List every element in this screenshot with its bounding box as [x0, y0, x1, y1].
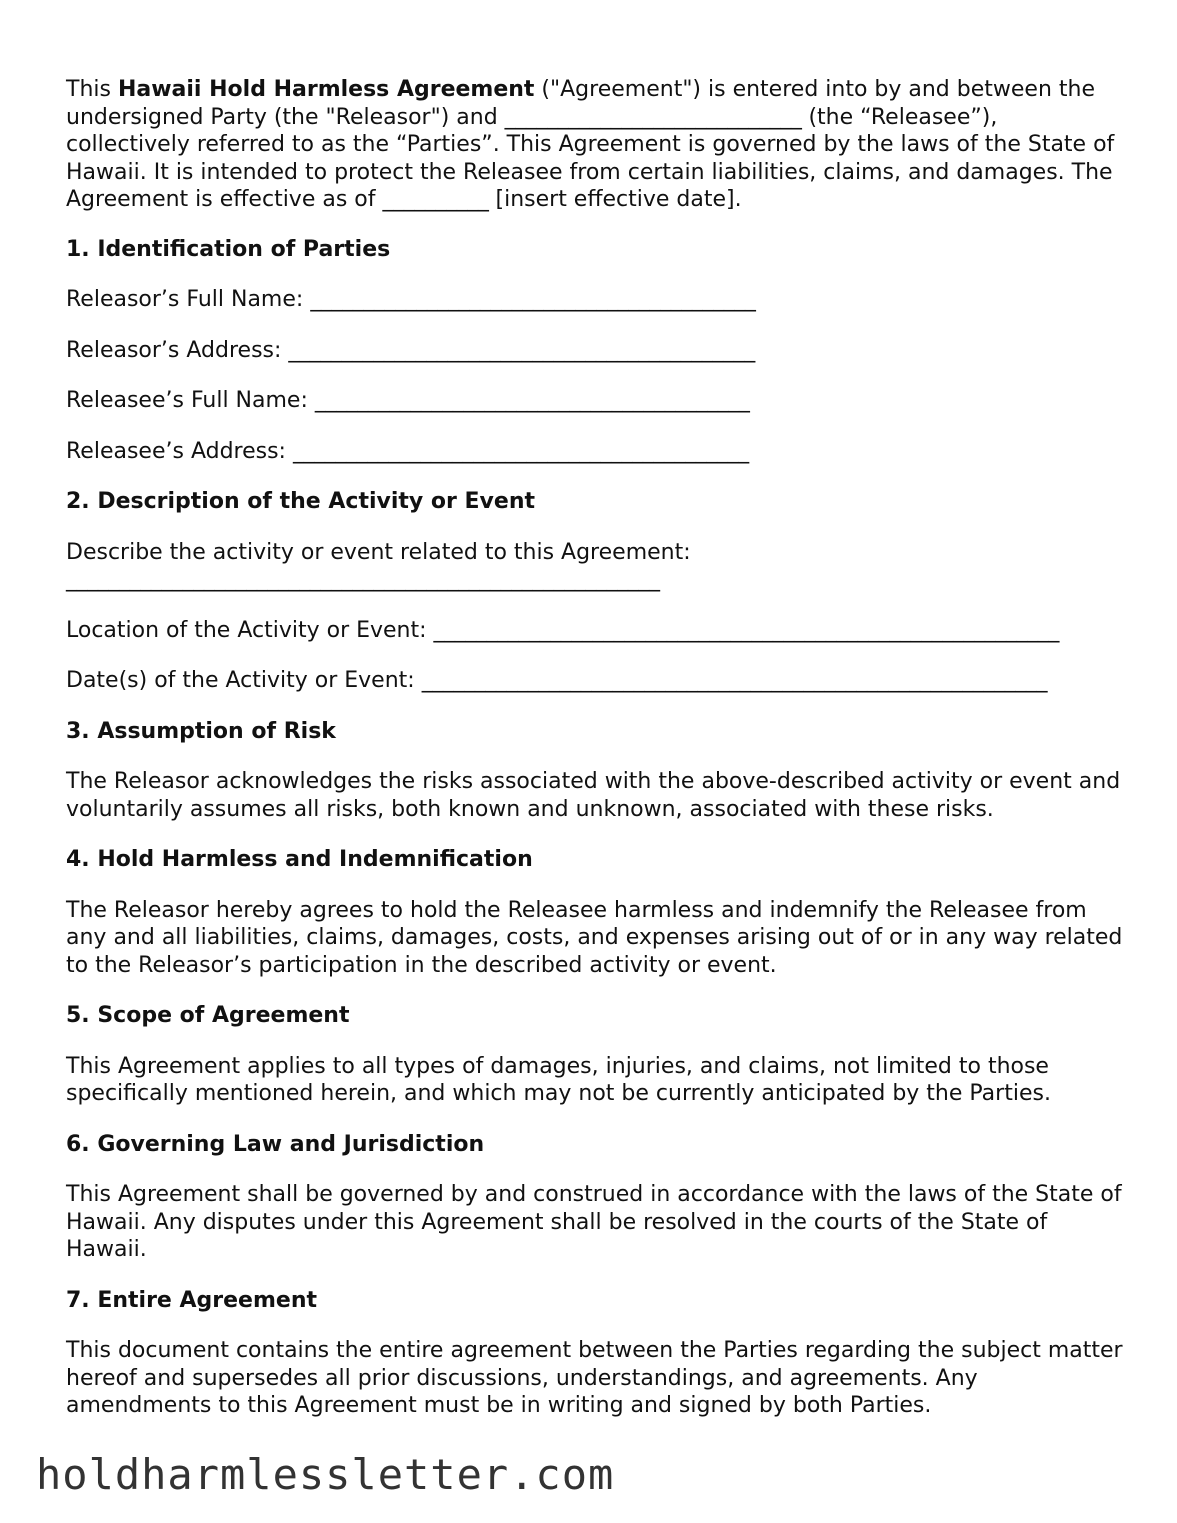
section-6-text: This Agreement shall be governed by and construed in accordance with the laws of the State of Hawaii. Any disputes under this Agreement shall be resolved in the courts of the State of Hawaii. — [66, 1182, 1122, 1262]
field-label: Releasee’s Full Name: — [66, 388, 315, 413]
intro-text-4: [insert effective date]. — [488, 187, 742, 212]
section-4-heading: 4. Hold Harmless and Indemnification — [66, 847, 533, 872]
agreement-title: Hawaii Hold Harmless Agreement — [117, 77, 535, 102]
field-blank: ________________________________________________________ — [66, 567, 660, 592]
section-5-heading: 5. Scope of Agreement — [66, 1003, 350, 1028]
section-6-heading: 6. Governing Law and Jurisdiction — [66, 1131, 485, 1157]
site-watermark: holdharmlessletter.com — [36, 1450, 615, 1499]
section-3-text: The Releasor acknowledges the risks associated with the above-described activity or event and voluntarily assumes all risks, both known and unknown, associated with these risks. — [66, 769, 1121, 822]
releasor-name-field — [66, 286, 1126, 314]
section-2-heading: 2. Description of the Activity or Event — [66, 489, 535, 514]
section-4-text: The Releasor hereby agrees to hold the Releasee harmless and indemnify the Releasee from any and all liabilities, claims, damages, costs, and expenses arising out of or in any way related to the Releasor’s participation in the described activity or event. — [66, 897, 1123, 978]
section-3-heading: 3. Assumption of Risk — [66, 718, 336, 744]
activity-location-field — [66, 617, 1126, 645]
intro-text-1: This — [66, 77, 118, 102]
field-blank: ____________________________________________ — [288, 337, 755, 363]
intro-text-3: (the “Releasee”), collectively referred to as the “Parties”. This Agreement is governed by the laws of the State of Hawaii. It is intended to protect the Releasee from certain liabilities, claims, and damages. The Agreement is effective as of — [66, 104, 1115, 212]
effective-date-blank: __________ — [382, 187, 489, 212]
activity-dates-field — [66, 667, 1126, 695]
field-label: Location of the Activity or Event: — [66, 617, 434, 643]
field-label: Releasor’s Address: — [66, 337, 289, 363]
field-blank: _________________________________________ — [314, 388, 750, 413]
releasee-blank: ____________________________ — [504, 104, 802, 130]
section-7-text: This document contains the entire agreement between the Parties regarding the subject matter hereof and supersedes all prior discussions, understandings, and agreements. Any amendments to this Agreement must be in writing and signed by both Parties. — [66, 1338, 1123, 1418]
field-blank: ___________________________________________ — [292, 438, 749, 464]
releasee-name-field — [66, 387, 1126, 415]
intro-text-2: ("Agreement") is entered into by and between the undersigned Party (the "Releasor") and — [66, 77, 1095, 130]
intro-paragraph — [66, 76, 1126, 214]
section-7-heading: 7. Entire Agreement — [66, 1287, 317, 1313]
field-blank: __________________________________________ — [310, 287, 756, 312]
releasee-address-field — [66, 438, 1126, 466]
field-blank: ___________________________________________________________ — [421, 668, 1048, 693]
field-label: Date(s) of the Activity or Event: — [66, 668, 422, 693]
field-blank: ___________________________________________________________ — [433, 617, 1059, 643]
section-1-heading: 1. Identification of Parties — [66, 236, 391, 262]
releasor-address-field — [66, 337, 1126, 365]
field-label: Releasor’s Full Name: — [66, 287, 311, 312]
field-label: Describe the activity or event related to this Agreement: — [66, 539, 691, 565]
field-label: Releasee’s Address: — [66, 438, 293, 464]
section-5-text: This Agreement applies to all types of damages, injuries, and claims, not limited to those specifically mentioned herein, and which may not be currently anticipated by the Parties. — [66, 1053, 1051, 1106]
activity-description-field — [66, 539, 1126, 594]
document-page — [66, 76, 1126, 1443]
